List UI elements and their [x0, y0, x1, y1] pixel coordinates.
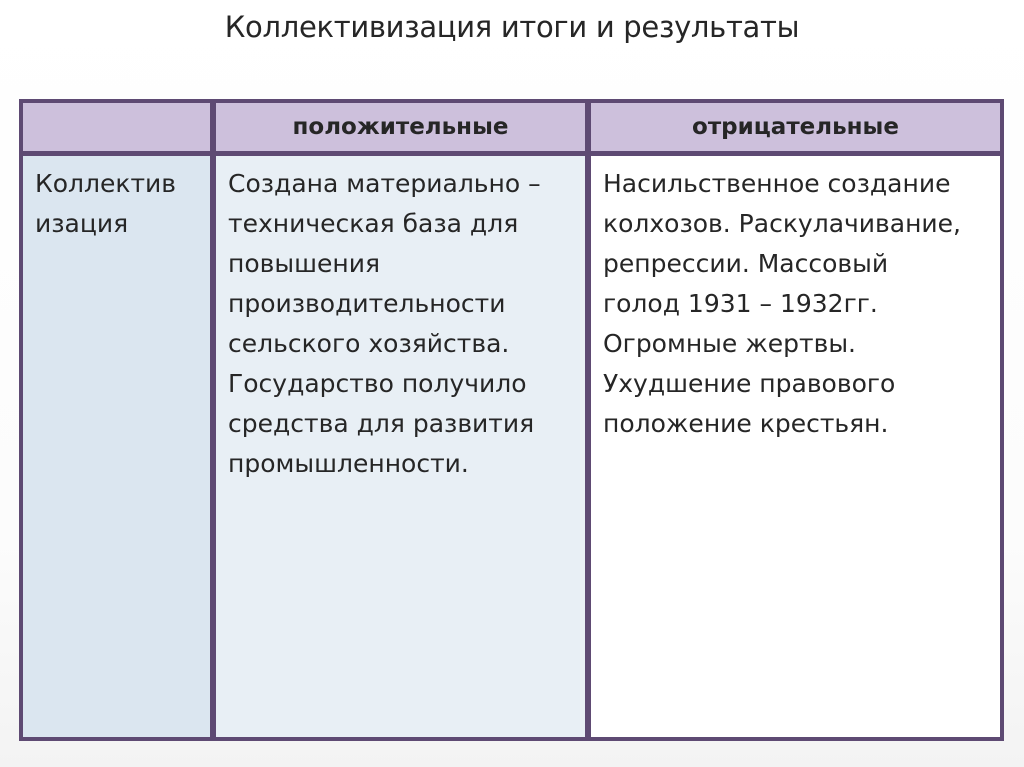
slide-title: Коллективизация итоги и результаты [224, 10, 800, 44]
comparison-table [19, 99, 1004, 741]
table-grid [23, 103, 1000, 737]
row-label: Коллектив изация [23, 156, 210, 737]
negative-results-cell: Насильственное создание колхозов. Раскулачивание, репрессии. Массовый голод 1931 – 1932гг. Огромные жертвы. Ухудшение правового положение крестьян. [591, 156, 1000, 737]
header-negative: отрицательные [591, 103, 1000, 151]
header-positive: положительные [216, 103, 585, 151]
header-cell-empty [23, 103, 210, 151]
positive-results-cell: Создана материально – техническая база для повышения производительности сельского хозяйства. Государство получило средства для развития промышленности. [216, 156, 585, 737]
